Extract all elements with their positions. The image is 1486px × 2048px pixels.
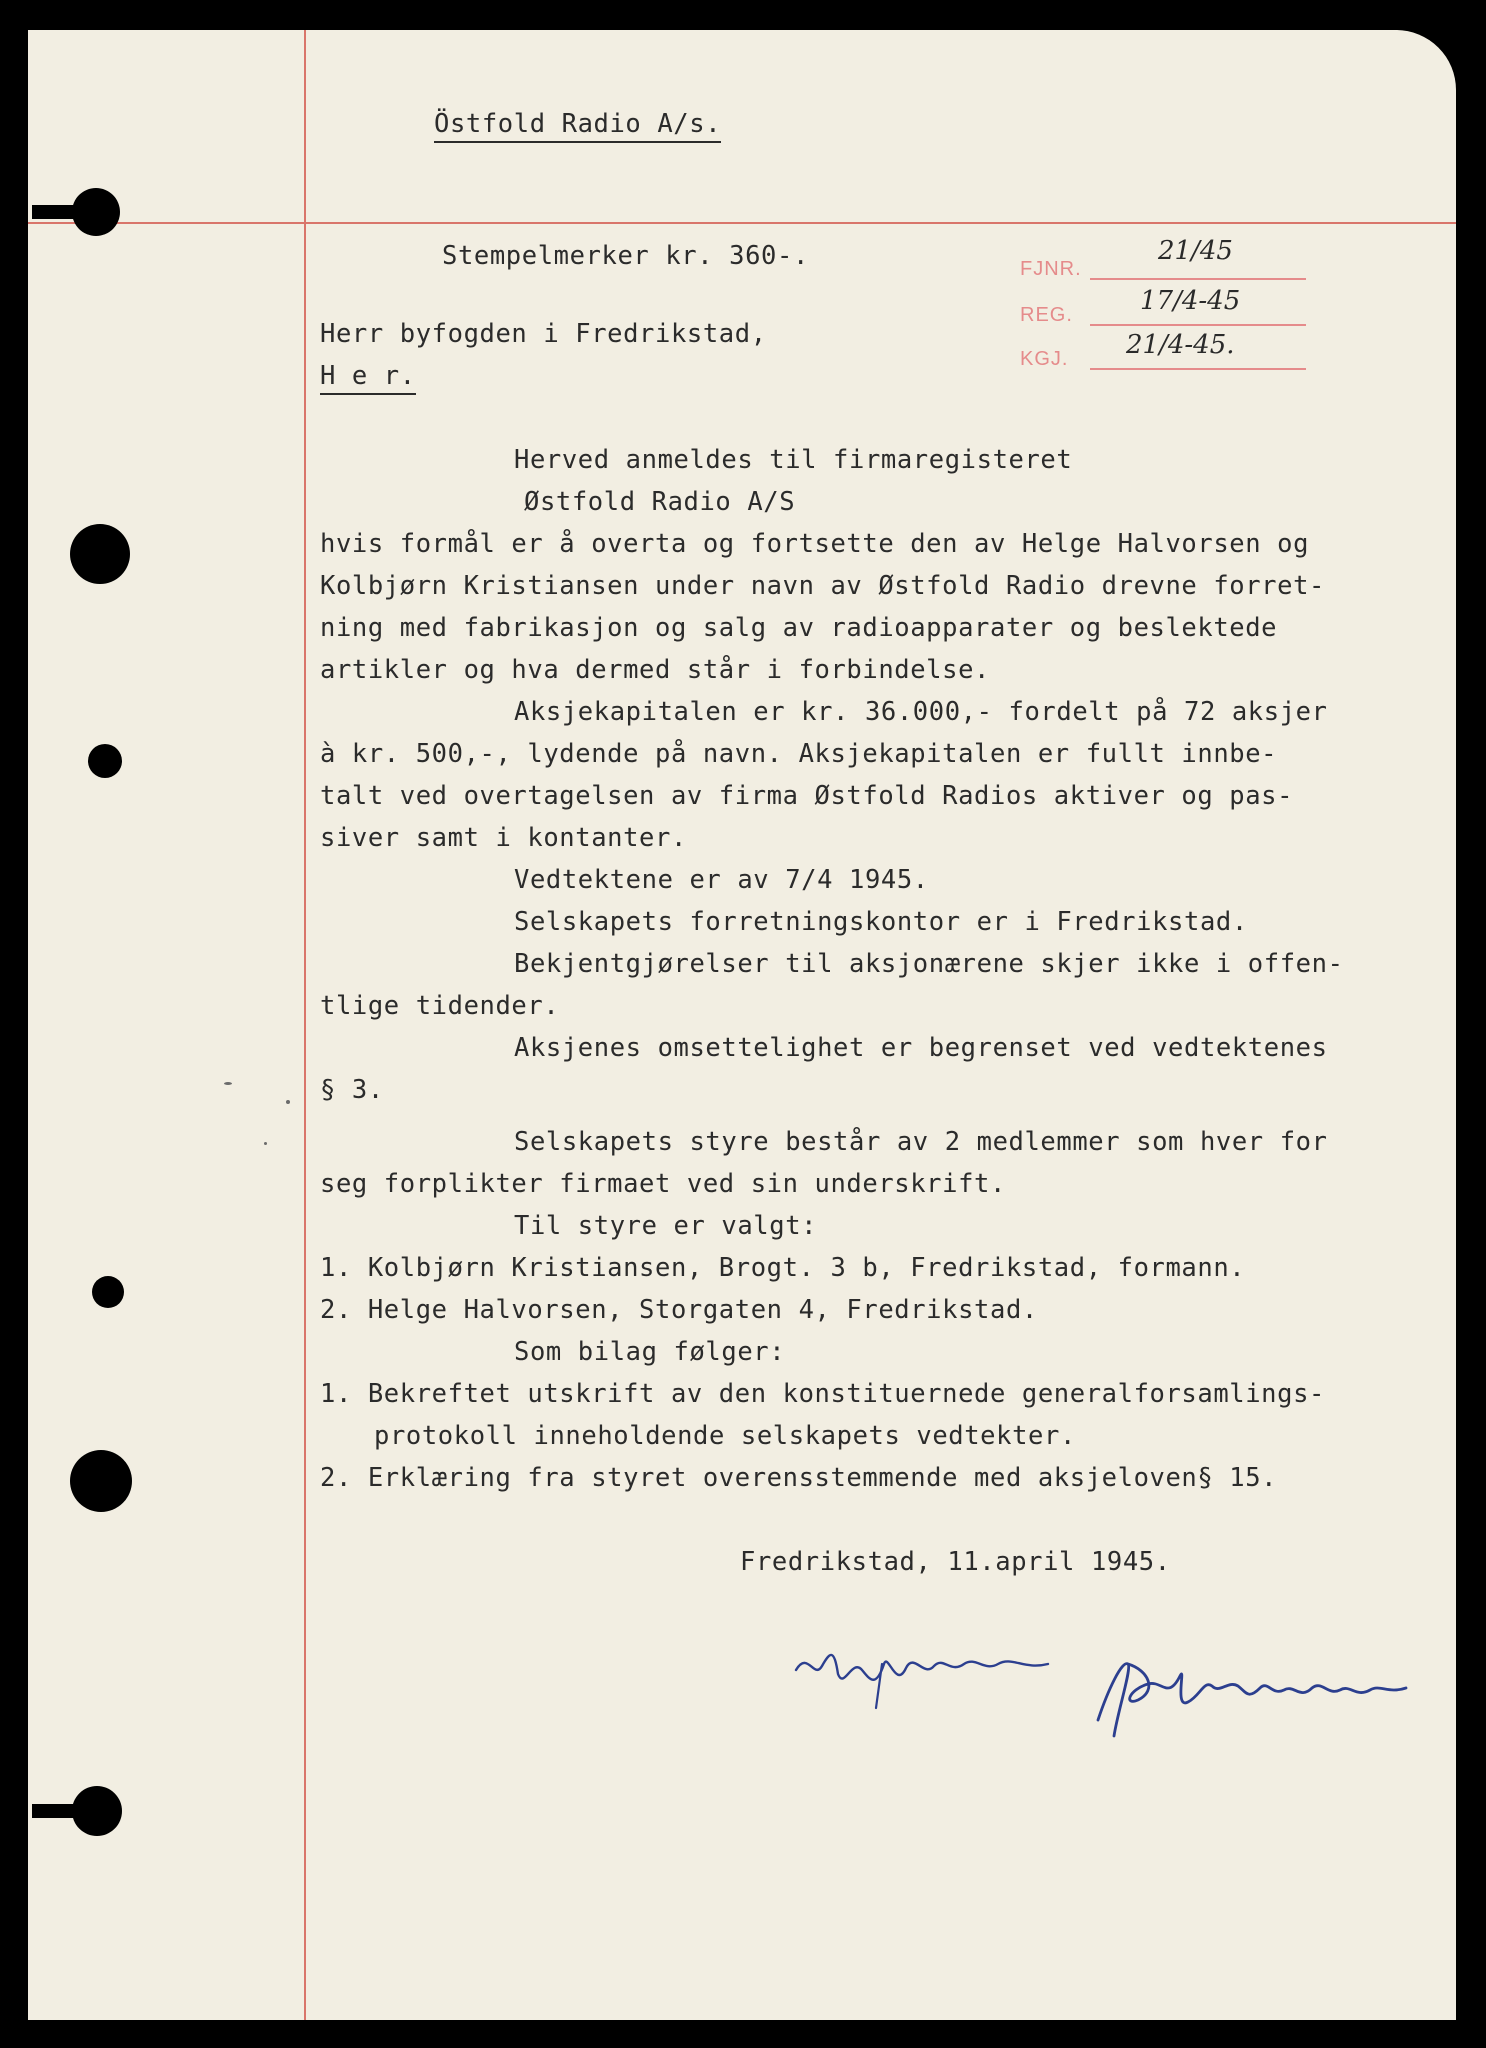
punch-hole [72, 188, 120, 236]
body-line: talt ved overtagelsen av firma Østfold Radios aktiver og pas- [320, 781, 1294, 811]
body-line: seg forplikter firmaet ved sin underskrift. [320, 1169, 1006, 1199]
paper-speck [286, 1100, 290, 1104]
stamp-value-fjnr: 21/45 [1158, 236, 1233, 266]
margin-line-vertical [304, 30, 306, 2020]
body-line: à kr. 500,-, lydende på navn. Aksjekapitalen er fullt innbe- [320, 739, 1278, 769]
board-member-1: 1. Kolbjørn Kristiansen, Brogt. 3 b, Fredrikstad, formann. [320, 1253, 1246, 1283]
board-member-2: 2. Helge Halvorsen, Storgaten 4, Fredrikstad. [320, 1295, 1038, 1325]
paper-speck [224, 1082, 232, 1085]
body-line: artikler og hva dermed står i forbindelse. [320, 655, 990, 685]
punch-hole [72, 1786, 122, 1836]
stamp-rule [1090, 324, 1306, 326]
body-line: Selskapets styre består av 2 medlemmer som hver for [514, 1127, 1328, 1157]
body-line: Aksjenes omsettelighet er begrenset ved vedtektenes [514, 1033, 1328, 1063]
margin-line-horizontal [28, 222, 1456, 224]
body-line: Som bilag følger: [514, 1337, 786, 1367]
stamp-value-reg: 17/4-45 [1140, 286, 1241, 316]
body-line: Til styre er valgt: [514, 1211, 818, 1241]
stamp-value-kgj: 21/4-45. [1126, 330, 1235, 360]
stamp-label-kgj: KGJ. [1020, 348, 1069, 370]
body-line: Herved anmeldes til firmaregisteret [514, 445, 1073, 475]
body-line: Vedtektene er av 7/4 1945. [514, 865, 929, 895]
punch-hole [70, 524, 130, 584]
body-line: ning med fabrikasjon og salg av radioapparater og beslektede [320, 613, 1278, 643]
punch-hole [70, 1450, 132, 1512]
signature-kristiansen [1088, 1640, 1418, 1750]
stamp-label-reg: REG. [1020, 304, 1073, 326]
body-line: hvis formål er å overta og fortsette den av Helge Halvorsen og [320, 529, 1310, 559]
body-line: Østfold Radio A/S [524, 487, 796, 517]
punch-hole [92, 1276, 124, 1308]
addressee-line: Herr byfogden i Fredrikstad, [320, 319, 767, 349]
body-line: Kolbjørn Kristiansen under navn av Østfold Radio drevne forret- [320, 571, 1325, 601]
place-date: Fredrikstad, 11.april 1945. [740, 1547, 1171, 1577]
stamp-rule [1090, 278, 1306, 280]
body-line: § 3. [320, 1075, 384, 1105]
attachment-1-cont: protokoll inneholdende selskapets vedtekter. [374, 1421, 1076, 1451]
body-line: tlige tidender. [320, 991, 560, 1021]
stamp-label-fjnr: FJNR. [1020, 258, 1082, 280]
body-line: Selskapets forretningskontor er i Fredrikstad. [514, 907, 1248, 937]
attachment-2: 2. Erklæring fra styret overensstemmende med aksjeloven§ 15. [320, 1463, 1278, 1493]
body-line: siver samt i kontanter. [320, 823, 687, 853]
signature-helge-halvorsen [788, 1630, 1088, 1720]
body-line: Bekjentgjørelser til aksjonærene skjer ikke i offen- [514, 949, 1344, 979]
document-page [28, 30, 1456, 2020]
stamp-duty-line: Stempelmerker kr. 360-. [442, 241, 809, 271]
paper-speck [264, 1142, 267, 1145]
addressee-here: H e r. [320, 364, 416, 395]
company-heading: Östfold Radio A/s. [434, 112, 721, 143]
stamp-rule [1090, 368, 1306, 370]
body-line: Aksjekapitalen er kr. 36.000,- fordelt på 72 aksjer [514, 697, 1328, 727]
punch-hole [88, 744, 122, 778]
attachment-1: 1. Bekreftet utskrift av den konstituernede generalforsamlings- [320, 1379, 1325, 1409]
